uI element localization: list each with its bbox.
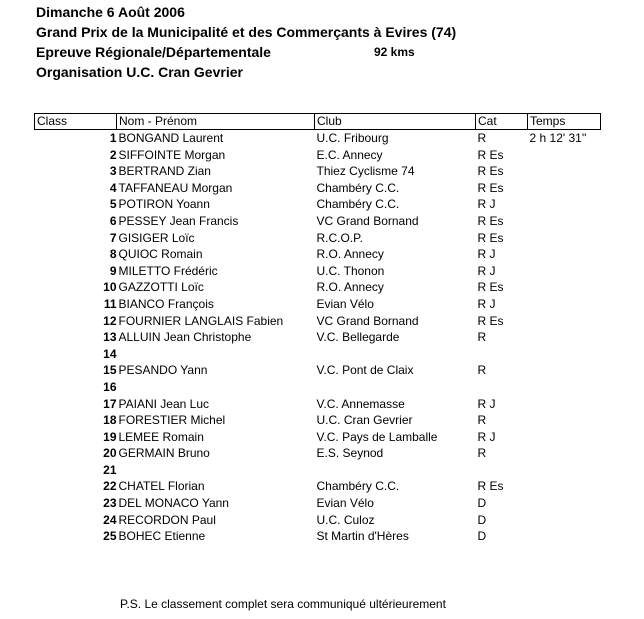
name-cell: QUIOC Romain (118, 247, 203, 262)
cat-cell (476, 379, 528, 396)
cat-cell: R J (477, 429, 496, 444)
time-cell (528, 180, 601, 197)
name-cell (117, 462, 315, 479)
rank-cell: 24 (103, 512, 117, 527)
rank-cell: 13 (103, 330, 117, 345)
name-cell: LEMEE Romain (118, 429, 204, 444)
name-cell: GERMAIN Bruno (118, 446, 210, 461)
cat-cell: R J (477, 396, 496, 411)
cat-cell: D (477, 496, 487, 511)
cat-cell: D (477, 512, 487, 527)
name-cell: MILETTO Frédéric (118, 263, 218, 278)
name-cell (117, 379, 315, 396)
time-cell (528, 263, 601, 280)
time-cell (528, 313, 601, 330)
name-cell: SIFFOINTE Morgan (118, 147, 226, 162)
club-cell: V.C. Bellegarde (316, 330, 400, 345)
time-cell (528, 213, 601, 230)
table-row (35, 462, 601, 479)
club-cell: V.C. Pays de Lamballe (316, 429, 438, 444)
club-cell: E.S. Seynod (316, 446, 384, 461)
rank-cell: 5 (109, 197, 117, 212)
table-row (35, 329, 601, 346)
rank-cell: 6 (109, 213, 117, 228)
column-header-cat: Cat (476, 114, 528, 130)
rank-cell: 4 (109, 180, 117, 195)
time-cell (528, 279, 601, 296)
table-row (35, 528, 601, 545)
club-cell: Chambéry C.C. (316, 479, 400, 494)
cat-cell: R J (477, 263, 496, 278)
table-row (35, 313, 601, 330)
club-cell (315, 462, 476, 479)
cat-cell: R J (477, 197, 496, 212)
table-row (35, 445, 601, 462)
rank-cell: 23 (103, 496, 117, 511)
cat-cell: R (477, 413, 487, 428)
cat-cell: R (477, 363, 487, 378)
time-cell (528, 163, 601, 180)
club-cell: V.C. Pont de Claix (316, 363, 414, 378)
name-cell: GAZZOTTI Loïc (118, 280, 204, 295)
table-row (35, 512, 601, 529)
cat-cell: R (477, 131, 487, 145)
rank-cell: 25 (103, 529, 117, 544)
cat-cell: R J (477, 296, 496, 311)
time-cell (528, 196, 601, 213)
club-cell: St Martin d'Hères (316, 529, 409, 544)
race-category-line (36, 44, 415, 61)
name-cell: PESSEY Jean Francis (118, 213, 239, 228)
cat-cell: D (477, 529, 487, 544)
column-header-class: Class (35, 114, 117, 130)
race-category: Epreuve Régionale/Départementale (36, 44, 271, 60)
results-header-row (35, 114, 601, 130)
cat-cell: R (477, 446, 487, 461)
time-cell (528, 495, 601, 512)
club-cell: R.C.O.P. (316, 230, 363, 245)
club-cell (315, 346, 476, 363)
rank-cell: 15 (103, 363, 117, 378)
table-row (35, 130, 601, 147)
cat-cell: R Es (477, 180, 504, 195)
cat-cell: R Es (477, 147, 504, 162)
time-cell (528, 246, 601, 263)
time-cell (528, 528, 601, 545)
table-row (35, 279, 601, 296)
cat-cell (476, 462, 528, 479)
cat-cell: R Es (477, 213, 504, 228)
cat-cell: R Es (477, 164, 504, 179)
club-cell: U.C. Cran Gevrier (316, 413, 413, 428)
club-cell: VC Grand Bornand (316, 213, 419, 228)
race-distance: 92 kms (374, 45, 415, 59)
event-date: Dimanche 6 Août 2006 (36, 4, 185, 20)
name-cell: RECORDON Paul (118, 512, 216, 527)
time-cell (528, 396, 601, 413)
name-cell: BERTRAND Zian (118, 164, 211, 179)
column-header-name: Nom - Prénom (117, 114, 315, 130)
results-table (34, 113, 601, 545)
time-cell (528, 230, 601, 247)
table-row (35, 412, 601, 429)
name-cell (117, 346, 315, 363)
time-cell (528, 379, 601, 396)
rank-cell: 20 (103, 446, 117, 461)
rank-cell: 9 (109, 263, 117, 278)
club-cell: U.C. Thonon (316, 263, 385, 278)
column-header-time: Temps (528, 114, 601, 130)
table-row (35, 213, 601, 230)
rank-cell: 12 (103, 313, 117, 328)
rank-cell: 16 (103, 379, 117, 394)
rank-cell: 22 (103, 479, 117, 494)
rank-cell: 1 (109, 131, 117, 145)
name-cell: BOHEC Etienne (118, 529, 206, 544)
club-cell: Chambéry C.C. (316, 180, 400, 195)
time-cell: 2 h 12' 31'' (529, 131, 587, 145)
table-row (35, 379, 601, 396)
cat-cell: R Es (477, 479, 504, 494)
name-cell: TAFFANEAU Morgan (118, 180, 233, 195)
time-cell (528, 296, 601, 313)
table-row (35, 163, 601, 180)
rank-cell: 18 (103, 413, 117, 428)
club-cell: Evian Vélo (316, 296, 374, 311)
club-cell: R.O. Annecy (316, 280, 384, 295)
table-row (35, 478, 601, 495)
name-cell: PAIANI Jean Luc (118, 396, 209, 411)
table-row (35, 180, 601, 197)
club-cell: V.C. Annemasse (316, 396, 405, 411)
time-cell (528, 512, 601, 529)
organisation: Organisation U.C. Cran Gevrier (36, 64, 243, 80)
club-cell (315, 379, 476, 396)
name-cell: FOURNIER LANGLAIS Fabien (118, 313, 284, 328)
table-row (35, 429, 601, 446)
results-body (35, 130, 601, 545)
table-row (35, 147, 601, 164)
time-cell (528, 412, 601, 429)
cat-cell: R Es (477, 230, 504, 245)
club-cell: Chambéry C.C. (316, 197, 400, 212)
time-cell (528, 147, 601, 164)
club-cell: R.O. Annecy (316, 247, 384, 262)
table-row (35, 362, 601, 379)
rank-cell: 3 (109, 164, 117, 179)
table-row (35, 230, 601, 247)
name-cell: ALLUIN Jean Christophe (118, 330, 252, 345)
table-row (35, 495, 601, 512)
cat-cell: R Es (477, 313, 504, 328)
club-cell: Evian Vélo (316, 496, 374, 511)
name-cell: CHATEL Florian (118, 479, 205, 494)
rank-cell: 8 (109, 247, 117, 262)
rank-cell: 10 (103, 280, 117, 295)
club-cell: Thiez Cyclisme 74 (316, 164, 415, 179)
time-cell (528, 329, 601, 346)
time-cell (528, 346, 601, 363)
cat-cell: R J (477, 247, 496, 262)
rank-cell: 21 (103, 462, 117, 477)
name-cell: GISIGER Loïc (118, 230, 195, 245)
rank-cell: 14 (103, 346, 117, 361)
name-cell: PESANDO Yann (118, 363, 208, 378)
rank-cell: 2 (109, 147, 117, 162)
table-row (35, 396, 601, 413)
table-row (35, 196, 601, 213)
rank-cell: 17 (103, 396, 117, 411)
cat-cell: R Es (477, 280, 504, 295)
footer-note: P.S. Le classement complet sera communiqué ultérieurement (120, 597, 446, 611)
rank-cell: 7 (109, 230, 117, 245)
time-cell (528, 429, 601, 446)
table-row (35, 346, 601, 363)
cat-cell: R (477, 330, 487, 345)
name-cell: BONGAND Laurent (118, 131, 224, 145)
column-header-club: Club (315, 114, 476, 130)
rank-cell: 19 (103, 429, 117, 444)
race-title: Grand Prix de la Municipalité et des Commerçants à Evires (74) (36, 24, 457, 40)
time-cell (528, 362, 601, 379)
table-row (35, 296, 601, 313)
name-cell: FORESTIER Michel (118, 413, 226, 428)
club-cell: U.C. Fribourg (316, 131, 389, 145)
name-cell: DEL MONACO Yann (118, 496, 229, 511)
table-row (35, 263, 601, 280)
club-cell: E.C. Annecy (316, 147, 383, 162)
rank-cell: 11 (103, 296, 117, 311)
club-cell: VC Grand Bornand (316, 313, 419, 328)
cat-cell (476, 346, 528, 363)
table-row (35, 246, 601, 263)
club-cell: U.C. Culoz (316, 512, 375, 527)
name-cell: BIANCO François (118, 296, 214, 311)
time-cell (528, 462, 601, 479)
time-cell (528, 445, 601, 462)
name-cell: POTIRON Yoann (118, 197, 210, 212)
time-cell (528, 478, 601, 495)
